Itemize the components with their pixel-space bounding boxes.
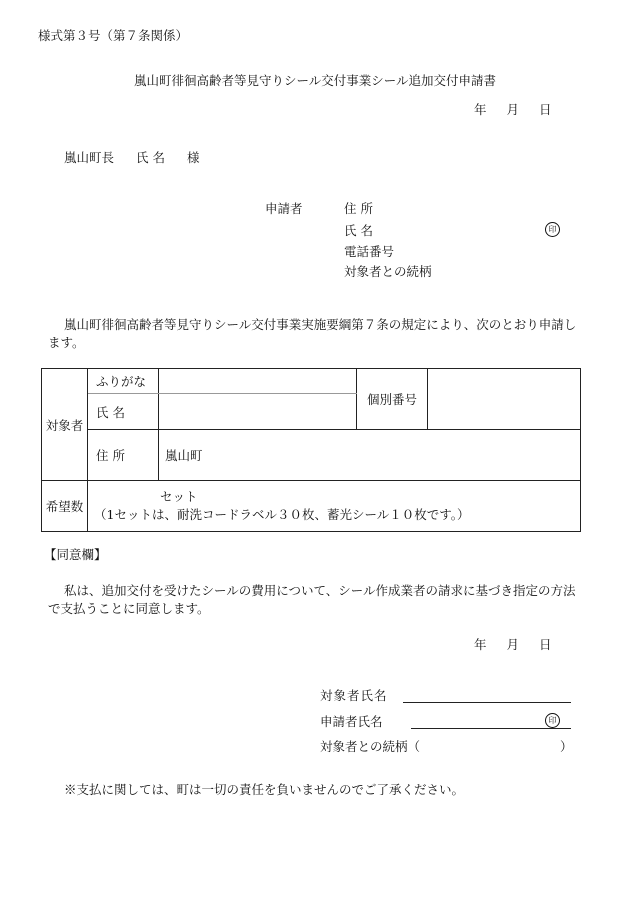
- individual-number-field[interactable]: [428, 369, 581, 430]
- consent-statement: [48, 582, 580, 618]
- target-label: 対象者: [42, 369, 88, 481]
- target-name-field[interactable]: [159, 394, 357, 430]
- applicant-name-signature-label: 申請者氏名: [320, 714, 383, 729]
- furigana-field[interactable]: [159, 369, 357, 394]
- application-statement-text: 嵐山町徘徊高齢者等見守りシール交付事業実施要綱第７条の規定により、次のとおり申請します。: [48, 317, 577, 351]
- target-person-table: [41, 368, 581, 532]
- target-name-signature-label: 対象者氏名: [320, 688, 388, 703]
- addressee-honorific: 様: [186, 150, 200, 165]
- date-year: 年: [474, 102, 487, 117]
- consent-date-month: 月: [506, 637, 520, 652]
- document-title: 嵐山町徘徊高齢者等見守りシール交付事業シール追加交付申請書: [133, 73, 496, 88]
- relationship-signature-label: 対象者との続柄（: [320, 739, 421, 754]
- furigana-label: ふりがな: [88, 369, 159, 394]
- consent-date-day: 日: [539, 637, 552, 652]
- target-address-value: 嵐山町: [165, 448, 203, 463]
- quantity-note: （1セットは、耐洗コードラベル３０枚、蓄光シール１０枚です。）: [94, 507, 470, 522]
- applicant-name-label: 氏 名: [344, 223, 373, 238]
- applicant-seal-mark: 印: [545, 222, 560, 237]
- addressee: [64, 150, 217, 165]
- addressee-name-label: 氏 名: [136, 150, 165, 165]
- payment-disclaimer: ※支払に関しては、町は一切の責任を負いませんのでご了承ください。: [64, 782, 465, 797]
- application-date: [474, 102, 552, 117]
- target-address-label: 住 所: [88, 430, 159, 481]
- quantity-label: 希望数: [42, 481, 88, 532]
- applicant-relationship-label: 対象者との続柄: [344, 264, 432, 279]
- target-address-field[interactable]: [159, 430, 581, 481]
- consent-date-year: 年: [474, 637, 487, 652]
- quantity-field[interactable]: [88, 481, 581, 532]
- date-month: 月: [506, 102, 520, 117]
- application-statement: [48, 316, 578, 352]
- target-name-label: 氏 名: [88, 394, 159, 430]
- applicant-name-signature-line[interactable]: [411, 728, 571, 729]
- applicant-phone-label: 電話番号: [344, 244, 395, 259]
- relationship-close-paren: ）: [560, 739, 573, 754]
- consent-date: [474, 637, 552, 652]
- consent-heading: 【同意欄】: [44, 547, 107, 562]
- applicant-address-label: 住 所: [344, 201, 373, 216]
- date-day: 日: [539, 102, 552, 117]
- addressee-office: 嵐山町長: [64, 150, 115, 165]
- applicant-signature-seal-mark: 印: [545, 713, 560, 728]
- target-name-signature-line[interactable]: [403, 702, 571, 703]
- form-number: 様式第３号（第７条関係）: [38, 28, 189, 43]
- individual-number-label: 個別番号: [357, 369, 428, 430]
- consent-statement-text: 私は、追加交付を受けたシールの費用について、シール作成業者の請求に基づき指定の方法で支払うことに同意します。: [48, 583, 576, 617]
- applicant-label: 申請者: [265, 201, 303, 216]
- quantity-unit: セット: [160, 488, 198, 504]
